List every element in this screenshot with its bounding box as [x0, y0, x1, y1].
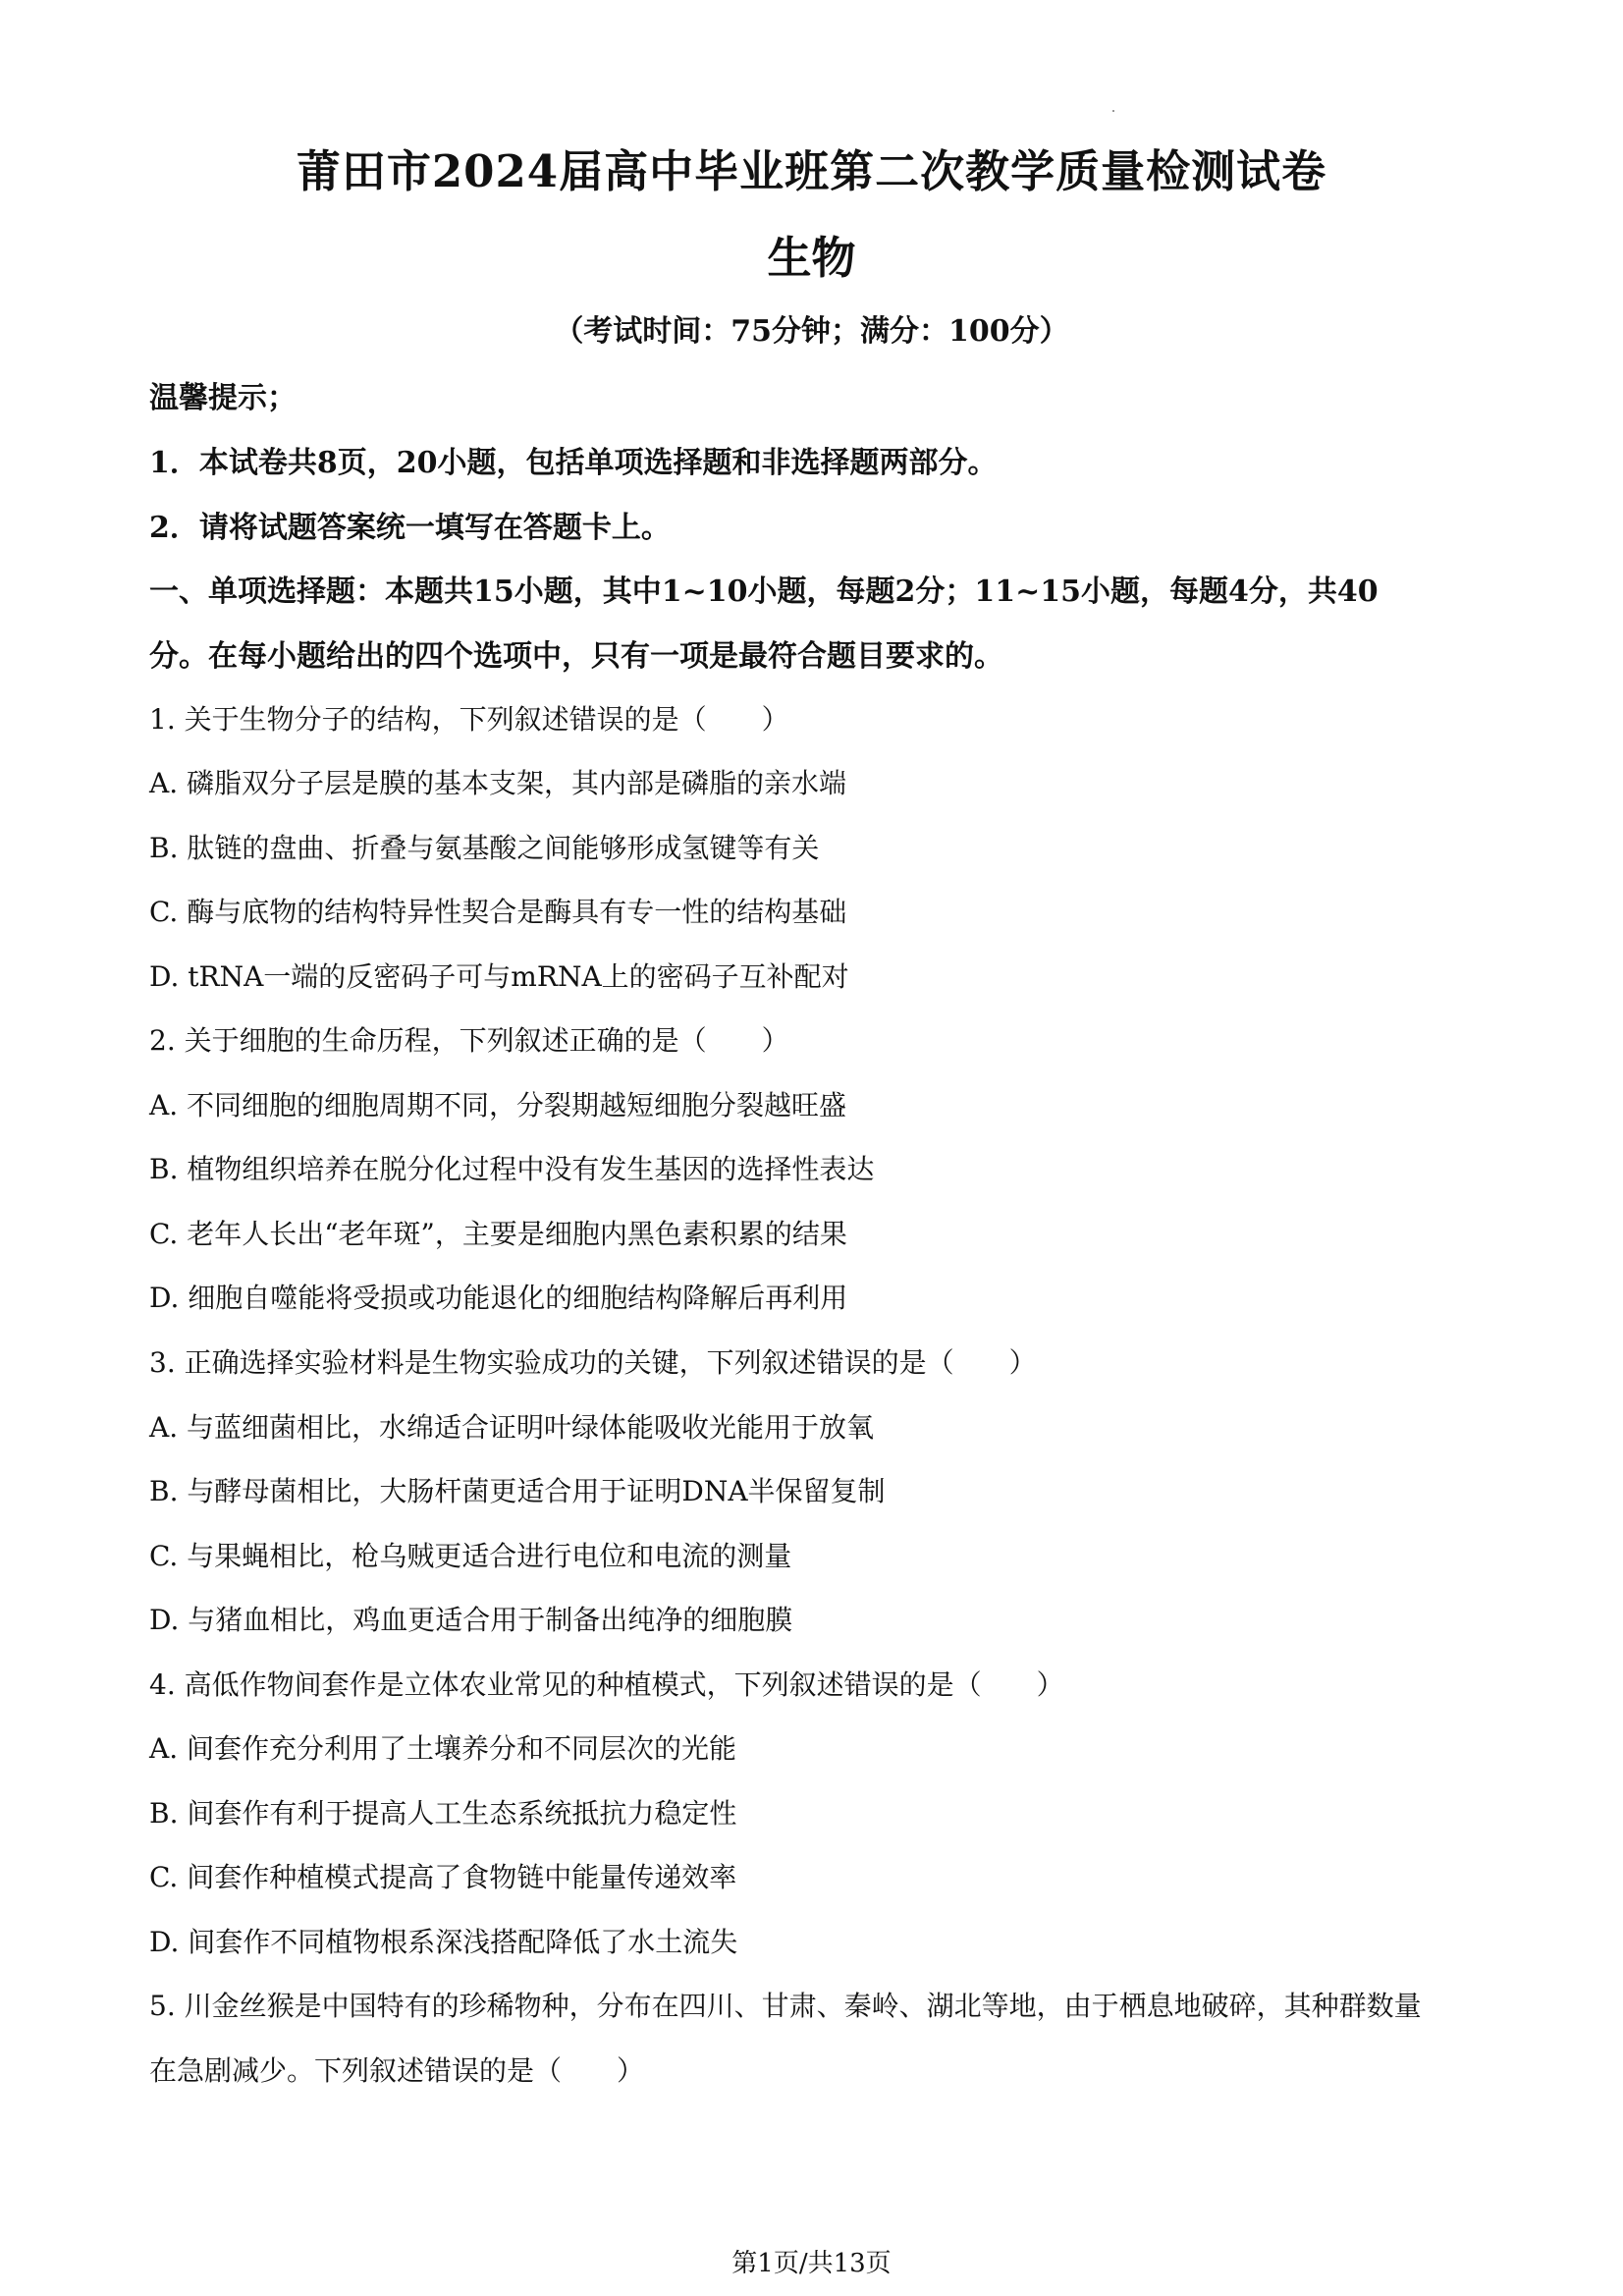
exam-subject: 生物 — [767, 232, 856, 284]
exam-title: 莆田市2024届高中毕业班第二次教学质量检测试卷 — [296, 145, 1327, 197]
question-2-option-a: A. 不同细胞的细胞周期不同，分裂期越短细胞分裂越旺盛 — [149, 1089, 847, 1121]
tip-2: 2．请将试题答案统一填写在答题卡上。 — [149, 511, 671, 545]
question-3-option-d: D. 与猪血相比，鸡血更适合用于制备出纯净的细胞膜 — [149, 1604, 793, 1636]
question-4-option-a: A. 间套作充分利用了土壤养分和不同层次的光能 — [149, 1732, 737, 1765]
question-4-option-b: B. 间套作有利于提高人工生态系统抵抗力稳定性 — [149, 1797, 737, 1830]
question-1-option-d: D. tRNA一端的反密码子可与mRNA上的密码子互补配对 — [149, 960, 849, 993]
question-1-option-b: B. 肽链的盘曲、折叠与氨基酸之间能够形成氢键等有关 — [149, 832, 820, 864]
section-heading-line2: 分。在每小题给出的四个选项中，只有一项是最符合题目要求的。 — [149, 639, 1003, 674]
question-1-stem: 1. 关于生物分子的结构，下列叙述错误的是（ ） — [149, 703, 789, 736]
exam-info: （考试时间：75分钟；满分：100分） — [554, 314, 1069, 349]
question-2-option-b: B. 植物组织培养在脱分化过程中没有发生基因的选择性表达 — [149, 1153, 875, 1185]
question-3-stem: 3. 正确选择实验材料是生物实验成功的关键，下列叙述错误的是（ ） — [149, 1346, 1037, 1379]
question-2-option-c: C. 老年人长出“老年斑”，主要是细胞内黑色素积累的结果 — [149, 1218, 847, 1250]
scan-dot — [1112, 110, 1114, 112]
question-3-option-a: A. 与蓝细菌相比，水绵适合证明叶绿体能吸收光能用于放氧 — [149, 1411, 875, 1444]
question-4-option-d: D. 间套作不同植物根系深浅搭配降低了水土流失 — [149, 1926, 738, 1958]
page-footer: 第1页/共13页 — [731, 2249, 892, 2278]
question-5-stem-line1: 5. 川金丝猴是中国特有的珍稀物种，分布在四川、甘肃、秦岭、湖北等地，由于栖息地破碎，其种群数量 — [149, 1990, 1422, 2022]
question-1-option-a: A. 磷脂双分子层是膜的基本支架，其内部是磷脂的亲水端 — [149, 767, 847, 799]
question-1-option-c: C. 酶与底物的结构特异性契合是酶具有专一性的结构基础 — [149, 896, 847, 928]
question-4-stem: 4. 高低作物间套作是立体农业常见的种植模式，下列叙述错误的是（ ） — [149, 1668, 1064, 1701]
question-3-option-c: C. 与果蝇相比，枪乌贼更适合进行电位和电流的测量 — [149, 1540, 792, 1572]
section-heading-line1: 一、单项选择题：本题共15小题，其中1~10小题，每题2分；11~15小题，每题4分，共40 — [149, 574, 1379, 609]
question-5-stem-line2: 在急剧减少。下列叙述错误的是（ ） — [149, 2054, 645, 2087]
question-2-option-d: D. 细胞自噬能将受损或功能退化的细胞结构降解后再利用 — [149, 1282, 848, 1314]
tips-heading: 温馨提示； — [149, 381, 297, 415]
question-4-option-c: C. 间套作种植模式提高了食物链中能量传递效率 — [149, 1861, 737, 1893]
question-2-stem: 2. 关于细胞的生命历程，下列叙述正确的是（ ） — [149, 1024, 789, 1057]
question-3-option-b: B. 与酵母菌相比，大肠杆菌更适合用于证明DNA半保留复制 — [149, 1475, 886, 1507]
tip-1: 1．本试卷共8页，20小题，包括单项选择题和非选择题两部分。 — [149, 446, 998, 480]
